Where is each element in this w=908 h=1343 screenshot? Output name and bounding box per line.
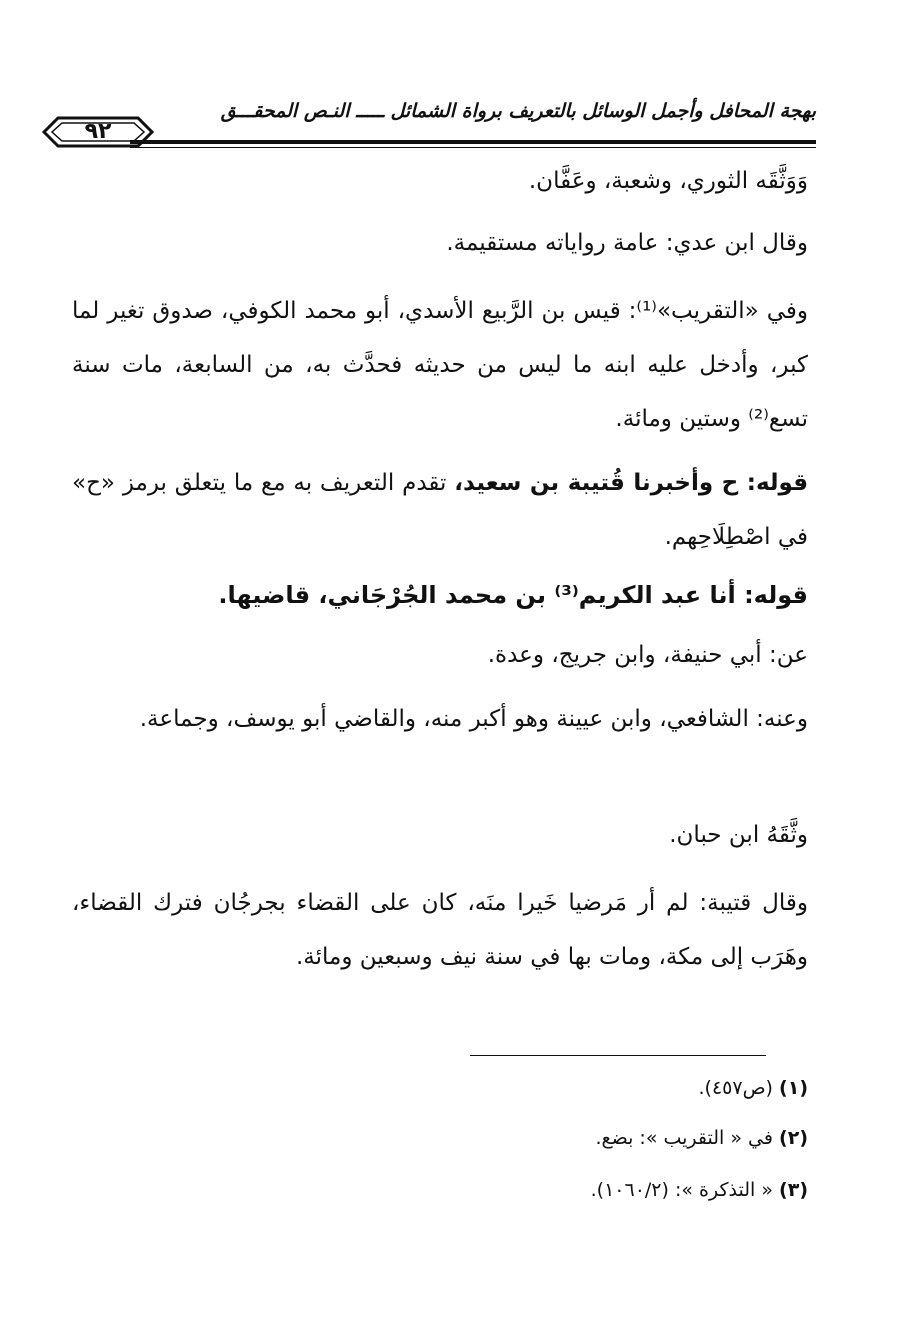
paragraph-7 [72, 692, 808, 746]
header-rule [130, 140, 816, 144]
paragraph-4 [72, 456, 808, 564]
paragraph-9 [72, 876, 808, 984]
paragraph-1 [72, 154, 808, 208]
page-number: ٩٢ [84, 119, 112, 144]
paragraph-text: وقال ابن عدي: عامة رواياته مستقيمة. [446, 230, 808, 256]
running-title: بهجة المحافل وأجمل الوسائل بالتعريف برواة الشمائل ـــــ النـص المحقـــق [220, 100, 816, 122]
footnote-rule [470, 1055, 766, 1056]
header-rule-thin [130, 147, 816, 148]
paragraph-text: وَوَثَّقَه الثوري، وشعبة، وعَفَّان. [528, 168, 808, 194]
footnote-number: (٣) [779, 1179, 808, 1201]
quote-label: قوله: أنا عبد الكريم⁽³⁾ بن محمد الجُرْجَاني، قاضيها. [218, 581, 808, 609]
footnote-number: (٢) [779, 1127, 808, 1149]
footnote-text: « التذكرة »: (١٠٦٠/٢). [590, 1179, 773, 1201]
footnote-number: (١) [779, 1077, 808, 1099]
footnote-text: (ص٤٥٧). [698, 1077, 773, 1099]
paragraph-text: عن: أبي حنيفة، وابن جريج، وعدة. [487, 642, 808, 668]
paragraph-6 [72, 628, 808, 682]
paragraph-text: وعنه: الشافعي، وابن عيينة وهو أكبر منه، والقاضي أبو يوسف، وجماعة. [139, 706, 808, 732]
paragraph-2 [72, 216, 808, 270]
paragraph-text: تقدم التعريف به مع ما يتعلق برمز «ح» في اصْطِلَاحِهم. [72, 470, 808, 550]
paragraph-8 [72, 808, 808, 862]
paragraph-text: وثَّقَهُ ابن حبان. [669, 822, 808, 848]
footnote-2 [72, 1124, 808, 1152]
paragraph-5 [72, 568, 808, 622]
paragraph-text: وقال قتيبة: لم أر مَرضيا خَيرا منَه، كان على القضاء بجرجُان فترك القضاء، وهَرَب إلى مكة، ومات بها في سنة نيف وسبعين ومائة. [72, 890, 808, 970]
footnote-1 [72, 1074, 808, 1102]
footnote-text: في « التقريب »: بضع. [595, 1127, 773, 1149]
paragraph-text: وفي «التقريب»⁽¹⁾: قيس بن الرَّبيع الأسدي، أبو محمد الكوفي، صدوق تغير لما كبر، وأدخل عليه ابنه ما ليس من حديثه فحدَّث به، من السابعة، مات سنة تسع⁽²⁾ وستين ومائة. [72, 298, 808, 432]
paragraph-3 [72, 284, 808, 446]
footnote-3 [72, 1176, 808, 1204]
quote-label: قوله: ح وأخبرنا قُتيبة بن سعيد، [454, 470, 809, 496]
